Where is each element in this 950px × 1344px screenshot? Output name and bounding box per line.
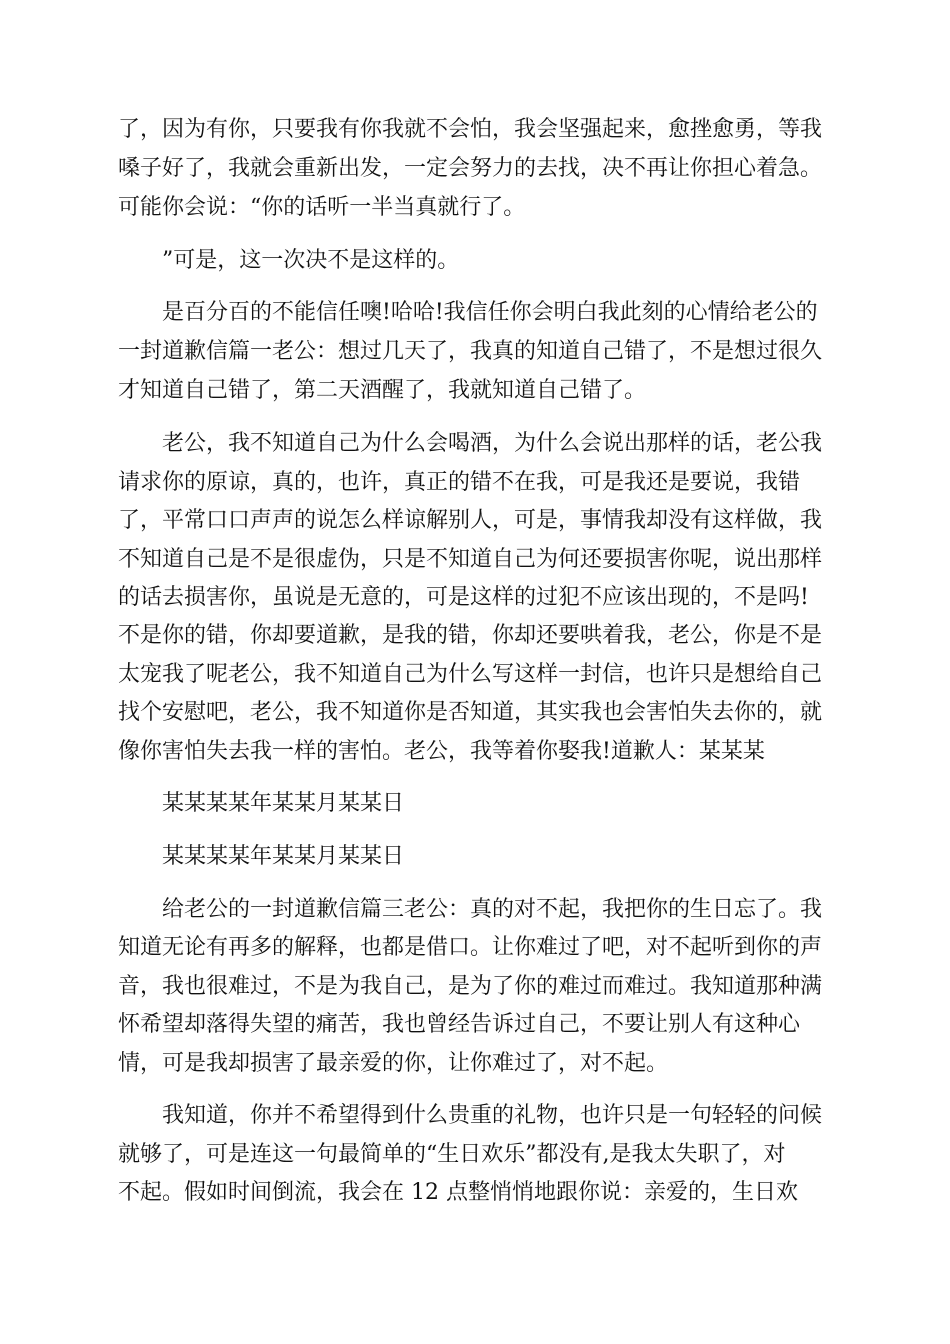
text-line: 不起。假如时间倒流，我会在 12 点整悄悄地跟你说：亲爱的，生日欢 — [118, 1180, 798, 1205]
text-line: 给老公的一封道歉信篇三老公：真的对不起，我把你的生日忘了。我 — [162, 897, 823, 922]
text-line: 可能你会说：“你的话听一半当真就行了。 — [118, 195, 526, 220]
text-line: 一封道歉信篇一老公：想过几天了，我真的知道自己错了，不是想过很久 — [118, 339, 823, 364]
text-line: 老公，我不知道自己为什么会喝酒，为什么会说出那样的话，老公我 — [162, 431, 823, 456]
text-line: 像你害怕失去我一样的害怕。老公，我等着你娶我!道歉人：某某某 — [118, 739, 765, 764]
text-line: 音，我也很难过，不是为我自己，是为了你的难过而难过。我知道那种满 — [118, 974, 823, 999]
text-line: 不知道自己是不是很虚伪，只是不知道自己为何还要损害你呢，说出那样 — [118, 547, 823, 572]
text-line: 找个安慰吧，老公，我不知道你是否知道，其实我也会害怕失去你的，就 — [118, 700, 823, 725]
text-line: 太宠我了呢老公，我不知道自己为什么写这样一封信，也许只是想给自己 — [118, 662, 823, 687]
text-line: ”可是，这一次决不是这样的。 — [162, 248, 460, 273]
text-line: 嗓子好了，我就会重新出发，一定会努力的去找，决不再让你担心着急。 — [118, 156, 823, 181]
text-line: 情，可是我却损害了最亲爱的你，让你难过了，对不起。 — [118, 1051, 669, 1076]
text-line: 的话去损害你，虽说是无意的，可是这样的过犯不应该出现的，不是吗! — [118, 585, 809, 610]
text-line: 不是你的错，你却要道歉，是我的错，你却还要哄着我，老公，你是不是 — [118, 623, 823, 648]
date-line: 某某某某年某某月某某日 — [162, 844, 405, 869]
text-line: 怀希望却落得失望的痛苦，我也曾经告诉过自己，不要让别人有这种心 — [118, 1012, 801, 1037]
text-line: 才知道自己错了，第二天酒醒了，我就知道自己错了。 — [118, 378, 647, 403]
text-line: 我知道，你并不希望得到什么贵重的礼物，也许只是一句轻轻的问候 — [162, 1103, 823, 1128]
date-line: 某某某某年某某月某某日 — [162, 791, 405, 816]
text-line: 是百分百的不能信任噢!哈哈!我信任你会明白我此刻的心情给老公的 — [162, 300, 818, 325]
text-line: 了，平常口口声声的说怎么样谅解别人，可是，事情我却没有这样做，我 — [118, 508, 823, 533]
text-line: 请求你的原谅，真的，也许，真正的错不在我，可是我还是要说，我错 — [118, 470, 801, 495]
text-line: 了，因为有你，只要我有你我就不会怕，我会坚强起来，愈挫愈勇，等我 — [118, 117, 823, 142]
text-line: 就够了，可是连这一句最简单的“生日欢乐”都没有,是我太失职了，对 — [118, 1142, 786, 1167]
text-line: 知道无论有再多的解释，也都是借口。让你难过了吧，对不起听到你的声 — [118, 935, 823, 960]
